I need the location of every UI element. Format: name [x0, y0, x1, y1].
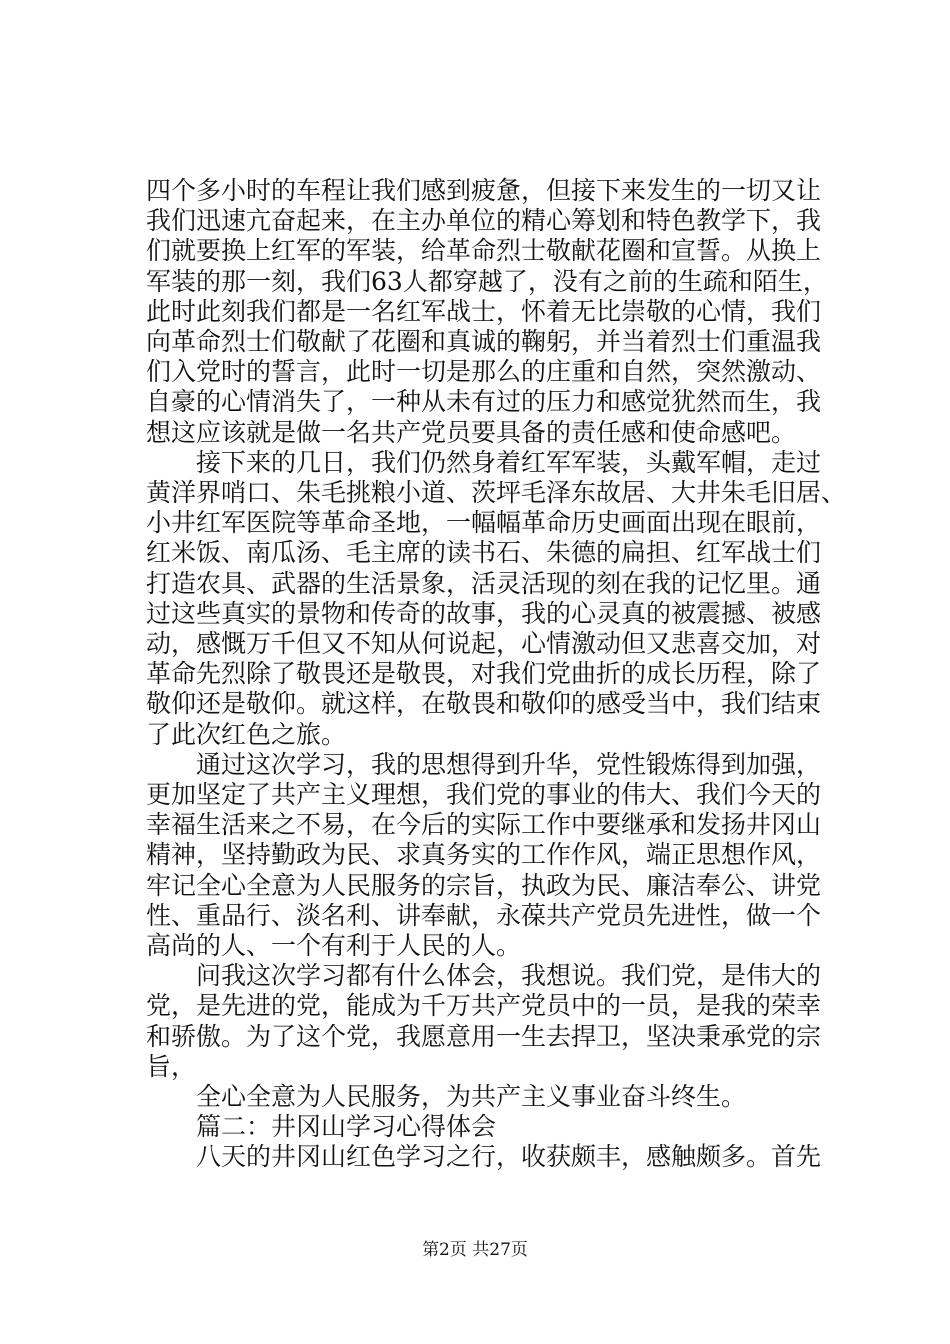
text-line: 自豪的心情消失了，一种从未有过的压力和感觉犹然而生，我 [146, 387, 822, 416]
text-line: 动，感慨万千但又不知从何说起，心情激动但又悲喜交加，对 [146, 629, 822, 658]
text-line: 了此次红色之旅。 [146, 720, 347, 749]
paragraph-start-line: 接下来的几日，我们仍然身着红军军装，头戴军帽，走过 [146, 448, 822, 477]
text-line: 和骄傲。为了这个党，我愿意用一生去捍卫，坚决秉承党的宗 [146, 1022, 822, 1051]
section-heading: 篇二：井冈山学习心得体会 [146, 1112, 497, 1141]
paragraph-start-line: 通过这次学习，我的思想得到升华，党性锻炼得到加强， [146, 750, 822, 779]
paragraph-start-line: 问我这次学习都有什么体会，我想说。我们党，是伟大的 [146, 961, 822, 990]
text-line: 革命先烈除了敬畏还是敬畏，对我们党曲折的成长历程，除了 [146, 659, 822, 688]
text-line: 们就要换上红军的军装，给革命烈士敬献花圈和宣誓。从换上 [146, 236, 822, 265]
text-line: 四个多小时的车程让我们感到疲惫，但接下来发生的一切又让 [146, 176, 822, 205]
page-footer: 第2页 共27页 [422, 1240, 528, 1260]
text-line: 小井红军医院等革命圣地，一幅幅革命历史画面出现在眼前， [146, 508, 822, 537]
text-line: 红米饭、南瓜汤、毛主席的读书石、朱德的扁担、红军战士们 [146, 538, 822, 567]
text-line: 我们迅速亢奋起来，在主办单位的精心筹划和特色教学下，我 [146, 206, 822, 235]
paragraph-start-line: 全心全意为人民服务，为共产主义事业奋斗终生。 [146, 1082, 747, 1111]
text-line: 此时此刻我们都是一名红军战士，怀着无比崇敬的心情，我们 [146, 297, 822, 326]
text-line: 旨， [146, 1052, 197, 1081]
text-line: 牢记全心全意为人民服务的宗旨，执政为民、廉洁奉公、讲党 [146, 871, 822, 900]
text-line: 更加坚定了共产主义理想，我们党的事业的伟大、我们今天的 [146, 780, 822, 809]
text-line: 打造农具、武器的生活景象，活灵活现的刻在我的记忆里。通 [146, 569, 822, 598]
paragraph-start-line: 八天的井冈山红色学习之行，收获颇丰，感触颇多。首先 [146, 1142, 822, 1171]
text-line: 想这应该就是做一名共产党员要具备的责任感和使命感吧。 [146, 418, 797, 447]
text-line: 黄洋界哨口、朱毛挑粮小道、茨坪毛泽东故居、大井朱毛旧居、 [146, 478, 847, 507]
text-line: 过这些真实的景物和传奇的故事，我的心灵真的被震撼、被感 [146, 599, 822, 628]
text-line: 党，是先进的党，能成为千万共产党员中的一员，是我的荣幸 [146, 991, 822, 1020]
text-line: 们入党时的誓言，此时一切是那么的庄重和自然，突然激动、 [146, 357, 822, 386]
text-line: 性、重品行、淡名利、讲奉献，永葆共产党员先进性，做一个 [146, 901, 822, 930]
text-line: 精神，坚持勤政为民、求真务实的工作作风，端正思想作风， [146, 840, 822, 869]
text-line: 高尚的人、一个有利于人民的人。 [146, 931, 522, 960]
text-line: 敬仰还是敬仰。就这样，在敬畏和敬仰的感受当中，我们结束 [146, 689, 822, 718]
text-line: 幸福生活来之不易，在今后的实际工作中要继承和发扬井冈山 [146, 810, 822, 839]
text-line: 军装的那一刻，我们63人都穿越了，没有之前的生疏和陌生， [146, 267, 828, 296]
text-line: 向革命烈士们敬献了花圈和真诚的鞠躬，并当着烈士们重温我 [146, 327, 822, 356]
